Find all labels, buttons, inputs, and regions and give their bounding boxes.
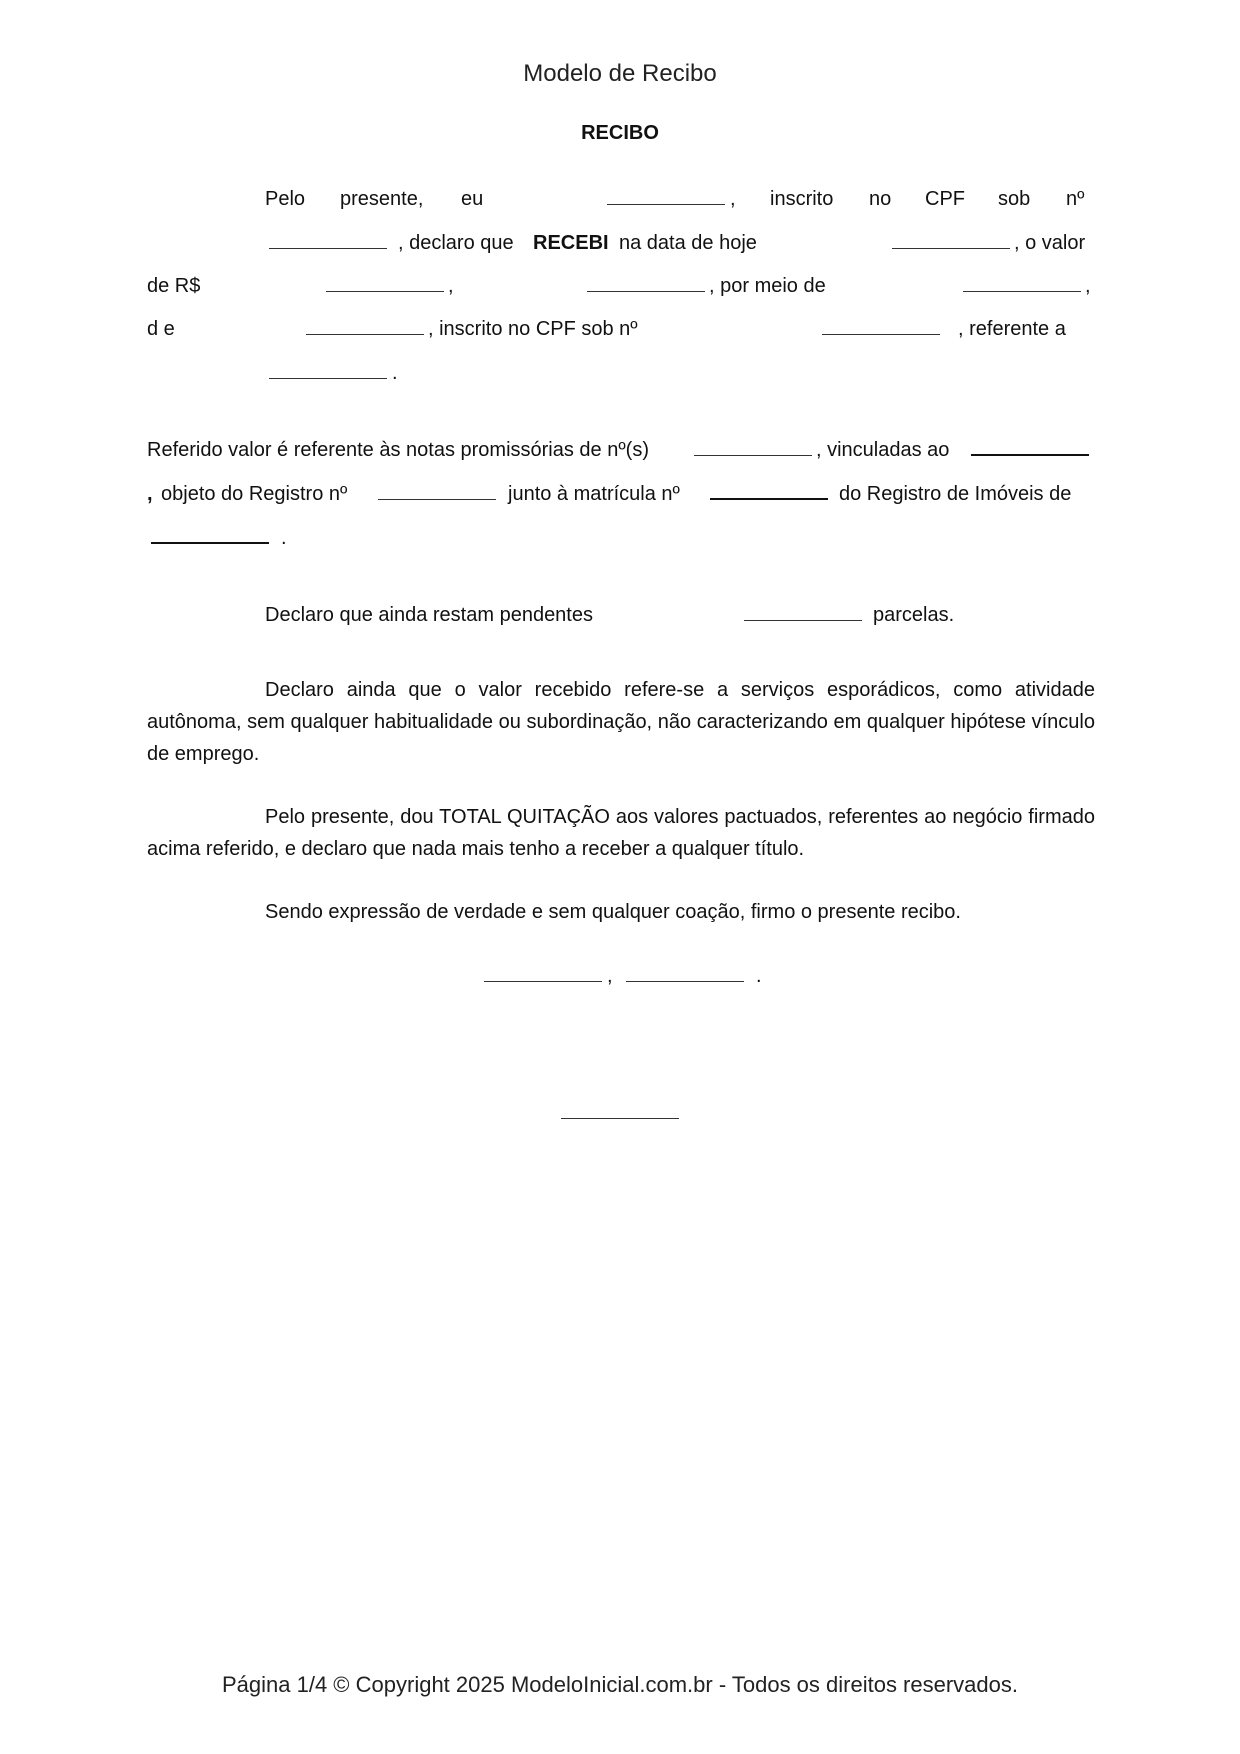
p6-paragraph: Sendo expressão de verdade e sem qualquer coação, firmo o presente recibo.: [265, 901, 961, 923]
blank-payer-cpf[interactable]: [822, 318, 940, 340]
p1-word-presente: presente,: [340, 188, 424, 210]
blank-name[interactable]: [607, 188, 725, 210]
document-heading: RECIBO: [581, 122, 659, 144]
p1-word-inscrito: inscrito: [770, 188, 834, 210]
p1-recebi: RECEBI: [533, 232, 609, 254]
p5-paragraph: Pelo presente, dou TOTAL QUITAÇÃO aos valores pactuados, referentes ao negócio firmado acima referido, e declaro que nada mais tenho a receber a qualquer título.: [147, 806, 1095, 860]
blank-promissory-notes[interactable]: [694, 439, 812, 461]
p1-word-eu: eu: [461, 188, 484, 210]
blank-payer-name[interactable]: [306, 318, 424, 340]
p2-objeto: objeto do Registro nº: [161, 483, 348, 505]
date-period: .: [756, 965, 762, 987]
blank-value-words[interactable]: [587, 275, 705, 297]
blank-linked-to[interactable]: [971, 439, 1089, 461]
p2-vinculadas: , vinculadas ao: [816, 439, 950, 461]
p2-period: .: [281, 527, 287, 549]
p4-paragraph: Declaro ainda que o valor recebido refere-se a serviços esporádicos, como atividade autônoma, sem qualquer habitualidade ou subordinação, não caracterizando em qualquer hipótese vínculo de emprego.: [147, 679, 1095, 765]
p1-data-hoje: na data de hoje: [619, 232, 757, 254]
page-header-title: Modelo de Recibo: [523, 60, 717, 87]
p2-comma: ,: [147, 483, 153, 505]
p1-word-sob: sob: [998, 188, 1031, 210]
blank-value[interactable]: [326, 275, 444, 297]
p1-l3-comma: ,: [448, 275, 454, 297]
blank-city[interactable]: [484, 965, 602, 987]
p1-declaro: , declaro que: [398, 232, 514, 254]
p1-d-e: d e: [147, 318, 175, 340]
blank-matricula[interactable]: [710, 483, 828, 505]
p1-l3-comma-end: ,: [1085, 275, 1091, 297]
p1-word-no: no: [869, 188, 892, 210]
p1-comma: ,: [730, 188, 736, 210]
blank-registry-city[interactable]: [151, 527, 269, 549]
p1-word-n: nº: [1066, 188, 1085, 210]
p2-registro-imoveis: do Registro de Imóveis de: [839, 483, 1072, 505]
blank-payment-method[interactable]: [963, 275, 1081, 297]
date-comma: ,: [607, 965, 613, 987]
blank-date[interactable]: [892, 232, 1010, 254]
p1-de-rs: de R$: [147, 275, 201, 297]
p1-word-cpf: CPF: [925, 188, 965, 210]
p1-period: .: [392, 362, 398, 384]
p1-referente-a: , referente a: [958, 318, 1066, 340]
p1-o-valor: , o valor: [1014, 232, 1086, 254]
p3-parcelas: parcelas.: [873, 604, 955, 626]
p1-por-meio: , por meio de: [709, 275, 826, 297]
blank-pending-installments[interactable]: [744, 604, 862, 626]
blank-cpf[interactable]: [269, 232, 387, 254]
p1-word-pelo: Pelo: [265, 188, 306, 210]
p2-junto: junto à matrícula nº: [508, 483, 680, 505]
p2-referido: Referido valor é referente às notas promissórias de nº(s): [147, 439, 649, 461]
signature-line[interactable]: [561, 1117, 679, 1119]
p3-text: Declaro que ainda restam pendentes: [265, 604, 593, 626]
page-footer: Página 1/4 © Copyright 2025 ModeloInicial.com.br - Todos os direitos reservados.: [222, 1672, 1018, 1697]
p1-inscrito-cpf: , inscrito no CPF sob nº: [428, 318, 638, 340]
blank-date-signed[interactable]: [626, 965, 744, 987]
blank-reference[interactable]: [269, 362, 387, 384]
blank-registry-number[interactable]: [378, 483, 496, 505]
